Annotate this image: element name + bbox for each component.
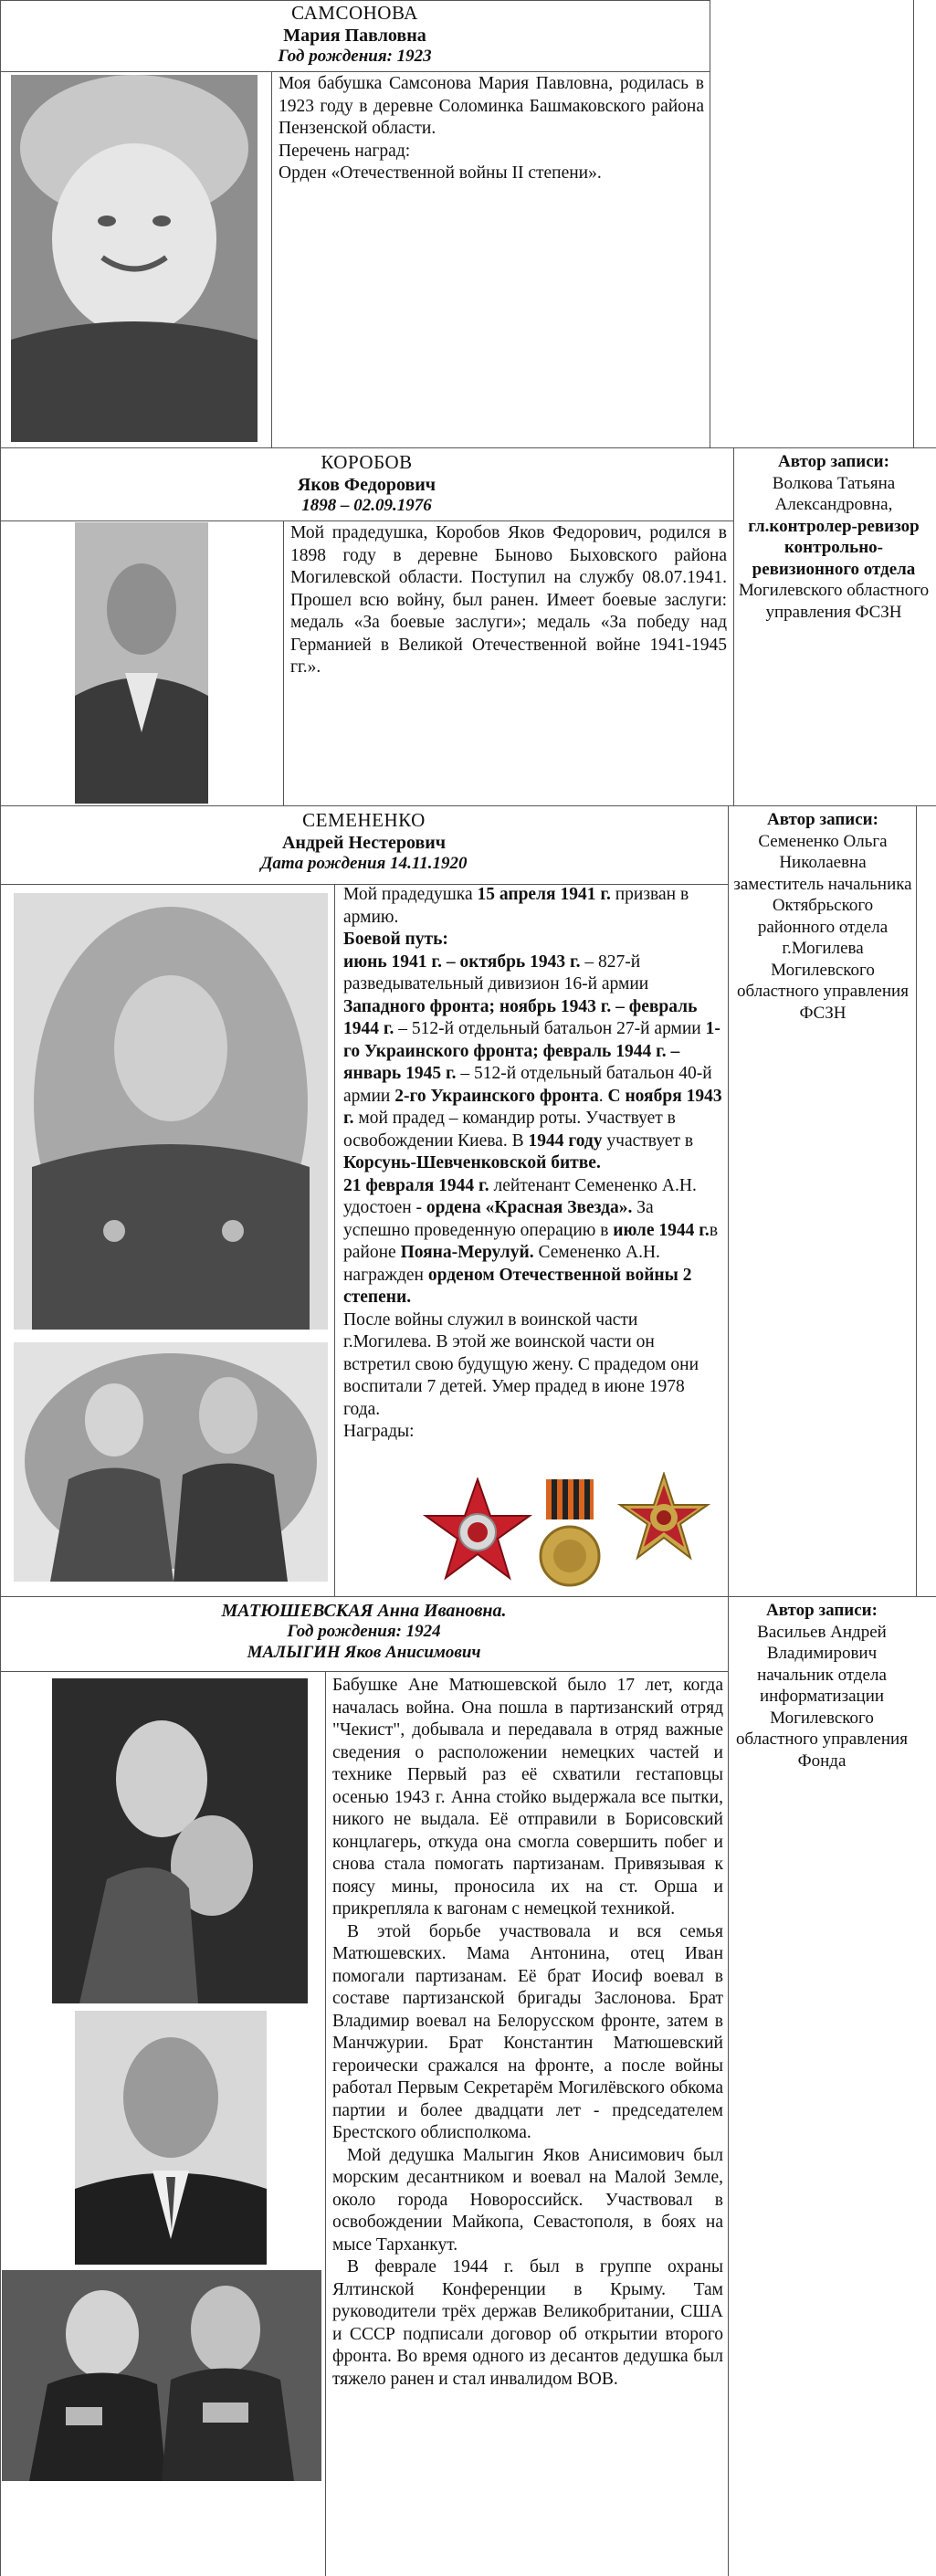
table-border [728,1596,729,2576]
author-organization: Могилевского областного управления ФСЗН [738,581,930,622]
life-dates: 1898 – 02.09.1976 [301,496,432,516]
author-position: гл.контролер-ревизор контрольно-ревизионного отдела [748,516,920,579]
couple-photo [2,2270,321,2481]
paragraph: Бабушке Ане Матюшевской было 17 лет, когда началась война. Она пошла в партизанский отряд "Чекист", добывала и передавала в отряд важные сведения о расположении немецких частей и технике Первый раз её схватили гестаповцы осенью 1943 г. Анна стойко выдержала все пытки, никого не выдала. Её отправили в Борисовский концлагерь, откуда она смогла совершить побег и снова стала помогать партизанам. Привязывая к поясу мины, проносила их на ст. Орша и прикрепляла к вагонам с немецкой техникой. [332,1676,723,1919]
table-border [334,884,335,1596]
paragraph: Перечень наград: [279,141,411,161]
table-border [733,447,734,805]
author-block [738,451,930,623]
paragraph: Мой дедушка Малыгин Яков Анисимович был морским десантником и воевал на Малой Земле, около города Новороссийск. Участвовал в освобождении Майкопа, Севастополя, в боях на мысе Тарханкут. [332,2145,723,2255]
portrait-photo [14,893,328,1330]
entry-text [332,1675,723,2391]
table-border [0,520,733,521]
table-border [916,805,917,1596]
portrait-photo [75,522,208,804]
paragraph-5: После войны служил в воинской части г.Могилева. В этой же воинской части он встретил свою будущую жену. С прадедом они воспитали 7 детей. Умер прадед в июне 1978 года. [343,1309,699,1419]
patriotic-war-order-icon [615,1472,712,1565]
entry-header [0,2,710,68]
text-bold: 15 апреля 1941 г. [477,885,611,904]
author-label: Автор записи: [778,452,889,471]
entry-header [0,809,728,875]
table-border [0,0,710,1]
given-name: Мария Павловна [283,26,426,47]
entry-header [0,1600,728,1664]
table-border [283,520,284,805]
table-border [0,1671,728,1672]
paragraph-1: Мой прадедушка 15 апреля 1941 г. призван в армию. [343,885,689,927]
portrait-photo [52,1678,308,2003]
entry-text [343,884,723,1444]
author-details: Семененко Ольга Николаевна заместитель начальника Октябрьского районного отдела г.Могилева Могилевского областного управления ФСЗН [733,831,912,1023]
table-border [913,0,914,447]
given-name: Андрей Нестерович [281,833,447,854]
birth-year: Год рождения: 1924 [287,1622,441,1641]
table-border [0,805,936,806]
second-name: МАЛЫГИН Яков Анисимович [247,1642,481,1662]
table-border [728,805,729,1596]
table-border [0,805,1,1596]
paragraph: Мой прадедушка, Коробов Яков Федорович, родился в 1898 году в деревне Быново Быховского района Могилевской области. Поступил на службу 08.07.1941. Прошел всю войну, был ранен. Имеет боевые заслуги: медаль «За боевые заслуги»; медаль «За победу над Германией в Великой Отечественной войне 1941-1945 гг.». [290,523,727,677]
surname: КОРОБОВ [321,451,413,473]
given-name: Яков Федорович [297,475,436,496]
paragraph: Моя бабушка Самсонова Мария Павловна, родилась в 1923 году в деревне Соломинка Башмаковского района Пензенской области. [279,74,704,138]
author-block [733,809,912,1024]
table-border [0,71,710,72]
paragraph: Орден «Отечественной войны II степени». [279,163,602,183]
surname: СЕМЕНЕНКО [302,809,426,831]
paragraph-4: 21 февраля 1944 г. лейтенант Семененко А.Н. удостоен - ордена «Красная Звезда». За успешно проведенную операцию в июле 1944 г.в районе Пояна-Мерулуй. Семененко А.Н. награжден орденом Отечественной войны 2 степени. [343,1175,719,1307]
author-label: Автор записи: [767,810,878,829]
author-block [731,1600,913,1772]
paragraph-3: июнь 1941 г. – октябрь 1943 г. – 827-й разведывательный дивизион 16-й армии Западного фронта; ноябрь 1943 г. – февраль 1944 г. – 512-й отдельный батальон 27-й армии 1-го Украинского фронта; февраль 1944 г. – январь 1945 г. – 512-й отдельный батальон 40-й армии 2-го Украинского фронта. С ноября 1943 г. мой прадед – командир роты. Участвует в освобождении Киева. В 1944 году участвует в Корсунь-Шевченковской битве. [343,952,722,1172]
table-border [0,1596,1,2576]
author-label: Автор записи: [766,1601,878,1620]
paragraph-2: Боевой путь: [343,930,448,949]
entry-text [290,522,727,679]
red-star-order-icon [422,1477,533,1583]
surname: МАТЮШЕВСКАЯ Анна Ивановна. [221,1601,507,1621]
victory-medal-icon [533,1477,606,1591]
author-details: Васильев Андрей Владимирович начальник отдела информатизации Могилевского областного управления Фонда [736,1622,908,1771]
table-border [0,1596,936,1597]
table-border [271,71,272,447]
surname: САМСОНОВА [291,2,418,24]
birth-year: Год рождения: 1923 [278,47,432,67]
portrait-photo [11,75,258,442]
paragraph: В этой борьбе участвовала и вся семья Матюшевских. Мама Антонина, отец Иван помогали партизанам. Её брат Иосиф воевал в составе партизанской бригады Заслонова. Брат Владимир воевал на Белорусском фронте, затем в Манчжурии. Брат Константин Матюшевский героически сражался на фронте, а после войны работал Первым Секретарём Могилёвского обкома партии и более двадцати лет - председателем Брестского облисполкома. [332,1921,723,2142]
entry-text [279,73,704,185]
author-name: Волкова Татьяна Александровна, [772,473,896,514]
table-border [0,447,936,448]
entry-header [0,451,733,517]
birth-date: Дата рождения 14.11.1920 [260,854,468,874]
table-border [325,1671,326,2576]
paragraph: В феврале 1944 г. был в группе охраны Ялтинской Конференции в Крыму. Там руководители трёх держав Великобритании, США и СССР подписали договор об открытии второго фронта. Во время одного из десантов дедушка был тяжело ранен и стал инвалидом ВОВ. [332,2257,723,2389]
couple-photo [14,1342,328,1582]
portrait-photo [75,2011,267,2265]
awards-label: Награды: [343,1422,415,1441]
